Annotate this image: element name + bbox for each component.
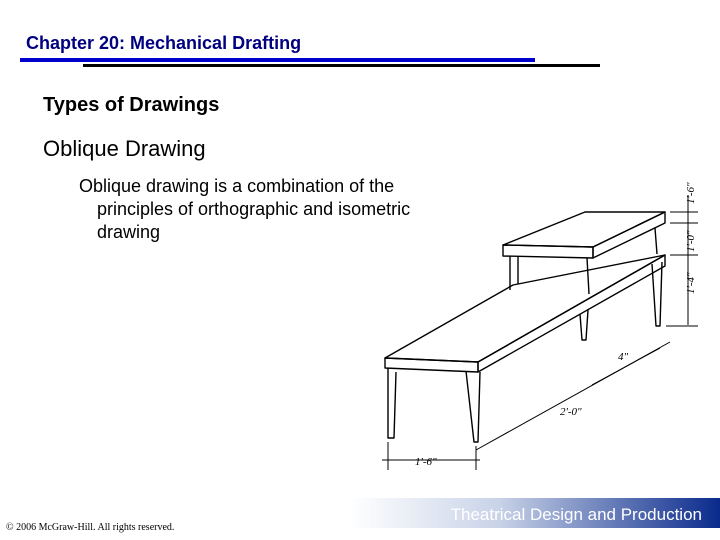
upper-table-top: [503, 212, 665, 247]
section-heading: Types of Drawings: [43, 94, 220, 116]
dimension-label: 2'-0": [560, 406, 582, 418]
sub-heading: Oblique Drawing: [43, 136, 206, 161]
dimension-label: 1'-4": [685, 272, 697, 294]
bench-apron-front: [385, 358, 478, 372]
bench-apron-side: [478, 255, 665, 372]
bench-leg-mid: [580, 310, 588, 340]
course-title: Theatrical Design and Production: [450, 505, 702, 524]
bench-leg-front-right: [466, 371, 480, 442]
dimension-label: 1'-6": [685, 182, 697, 204]
dimension-label: 1'-0": [685, 230, 697, 252]
oblique-bench-drawing: [370, 180, 710, 485]
bench-leg-front-left: [388, 368, 396, 438]
upper-table-apron-side: [593, 212, 665, 258]
header-rule-black: [83, 64, 600, 67]
upper-table-apron-front: [503, 245, 593, 258]
bench-leg-back: [652, 262, 662, 326]
copyright-notice: © 2006 McGraw-Hill. All rights reserved.: [6, 522, 175, 533]
header-rule-blue: [20, 58, 535, 62]
body-text: Oblique drawing is a combination of the principles of orthographic and isometric drawing: [79, 176, 411, 242]
dimension-label: 1'-6": [415, 456, 437, 468]
chapter-title: Chapter 20: Mechanical Drafting: [26, 33, 302, 53]
dimension-label: 4": [618, 351, 629, 363]
